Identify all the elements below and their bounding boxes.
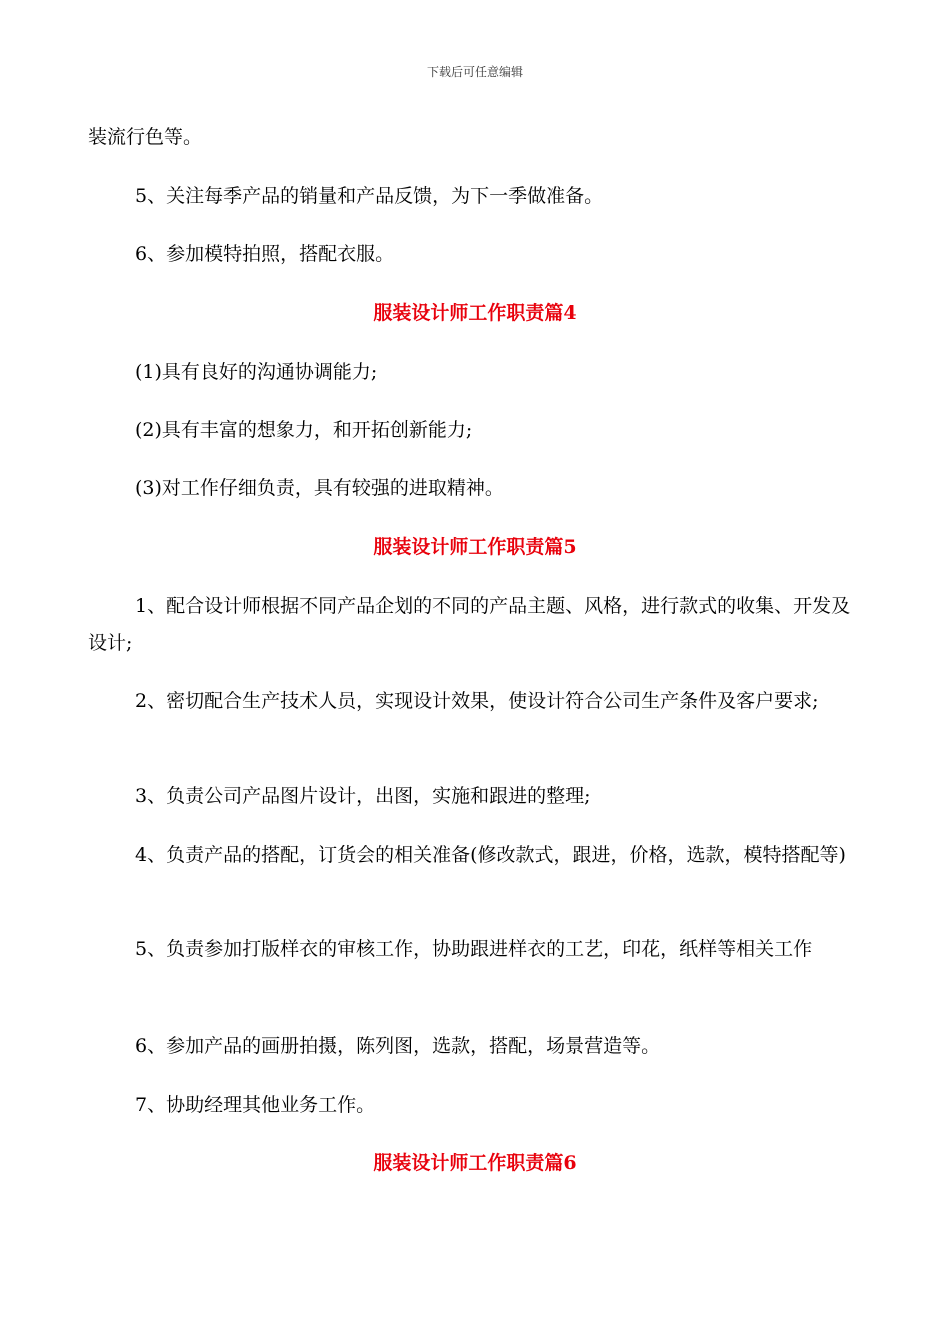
paragraph-continuation: 装流行色等。: [88, 126, 203, 148]
section4-item-1: (1)具有良好的沟通协调能力;: [135, 361, 378, 383]
section5-item-1: 1、配合设计师根据不同产品企划的不同的产品主题、风格，进行款式的收集、开发及设计;: [88, 595, 851, 654]
section4-item-3: (3)对工作仔细负责，具有较强的进取精神。: [135, 477, 504, 499]
page-header: 下载后可任意编辑: [426, 65, 523, 79]
section5-item-6: 6、参加产品的画册拍摄，陈列图，选款，搭配，场景营造等。: [135, 1035, 661, 1057]
section5-item-3: 3、负责公司产品图片设计，出图，实施和跟进的整理;: [135, 785, 591, 807]
paragraph-item-5: 5、关注每季产品的销量和产品反馈，为下一季做准备。: [135, 185, 604, 207]
section-heading-5: 服装设计师工作职责篇5: [373, 536, 577, 558]
section-heading-6: 服装设计师工作职责篇6: [373, 1152, 577, 1174]
section5-item-4: 4、负责产品的搭配，订货会的相关准备(修改款式，跟进，价格，选款，模特搭配等): [135, 844, 846, 866]
section-heading-4: 服装设计师工作职责篇4: [373, 302, 577, 324]
section5-item-2: 2、密切配合生产技术人员，实现设计效果，使设计符合公司生产条件及客户要求;: [135, 690, 819, 712]
section4-item-2: (2)具有丰富的想象力，和开拓创新能力;: [135, 419, 473, 441]
section5-item-5: 5、负责参加打版样衣的审核工作，协助跟进样衣的工艺，印花，纸样等相关工作: [135, 938, 813, 960]
paragraph-item-6: 6、参加模特拍照，搭配衣服。: [135, 243, 395, 265]
section5-item-7: 7、协助经理其他业务工作。: [135, 1094, 376, 1116]
